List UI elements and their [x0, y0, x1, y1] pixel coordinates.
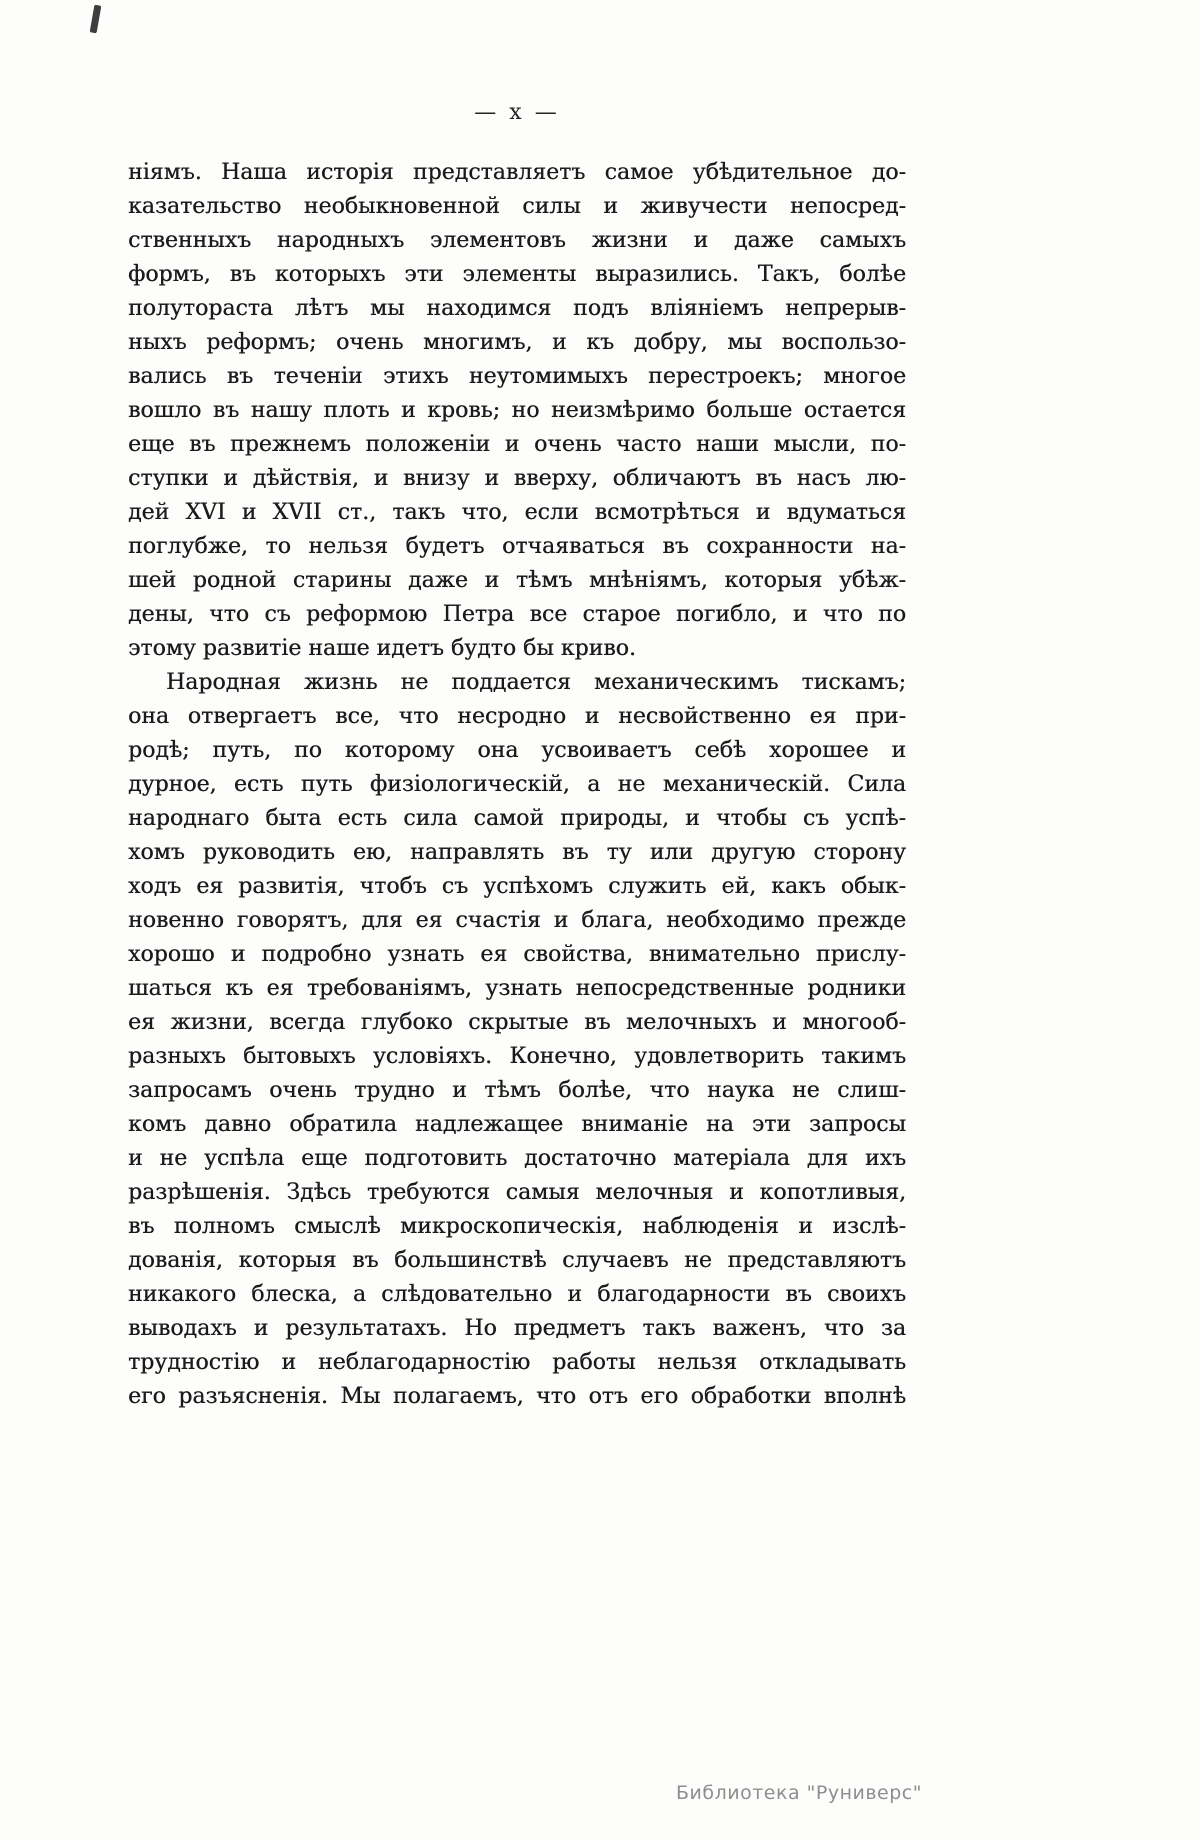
- text-line: дей XVI и XVII ст., такъ что, если всмотрѣться и вдуматься: [128, 500, 906, 525]
- text-line: его разъясненія. Мы полагаемъ, что отъ его обработки вполнѣ: [128, 1384, 906, 1409]
- paragraph: [128, 156, 906, 666]
- text-line: и не успѣла еще подготовить достаточно матеріала для ихъ: [128, 1146, 906, 1171]
- text-line: полутораста лѣтъ мы находимся подъ вліяніемъ непрерыв-: [128, 296, 906, 321]
- text-line: шей родной старины даже и тѣмъ мнѣніямъ, которыя убѣж-: [128, 568, 906, 593]
- text-line: ступки и дѣйствія, и внизу и вверху, обличаютъ въ насъ лю-: [128, 466, 906, 491]
- text-line: ныхъ реформъ; очень многимъ, и къ добру, мы воспользо-: [128, 330, 906, 355]
- text-line: она отвергаетъ все, что несродно и несвойственно ея при-: [128, 704, 906, 729]
- text-line: вошло въ нашу плоть и кровь; но неизмѣримо больше остается: [128, 398, 906, 423]
- document-text: [128, 156, 906, 1414]
- text-line: казательство необыкновенной силы и живучести непосред-: [128, 194, 906, 219]
- text-line: Народная жизнь не поддается механическимъ тискамъ;: [166, 670, 906, 695]
- paragraph: [128, 666, 906, 1414]
- text-line: формъ, въ которыхъ эти элементы выразились. Такъ, болѣе: [128, 262, 906, 287]
- text-line: вались въ теченіи этихъ неутомимыхъ перестроекъ; многое: [128, 364, 906, 389]
- text-line: ніямъ. Наша исторія представляетъ самое убѣдительное до-: [128, 160, 906, 185]
- text-line: новенно говорятъ, для ея счастія и блага, необходимо прежде: [128, 908, 906, 933]
- text-line: разныхъ бытовыхъ условіяхъ. Конечно, удовлетворить такимъ: [128, 1044, 906, 1069]
- text-line: ственныхъ народныхъ элементовъ жизни и даже самыхъ: [128, 228, 906, 253]
- text-line: еще въ прежнемъ положеніи и очень часто наши мысли, по-: [128, 432, 906, 457]
- text-line: разрѣшенія. Здѣсь требуются самыя мелочныя и копотливыя,: [128, 1180, 906, 1205]
- text-line: дованія, которыя въ большинствѣ случаевъ не представляютъ: [128, 1248, 906, 1273]
- text-line: хомъ руководить ею, направлять въ ту или другую сторону: [128, 840, 906, 865]
- text-line: шаться къ ея требованіямъ, узнать непосредственные родники: [128, 976, 906, 1001]
- text-line: ея жизни, всегда глубоко скрытые въ мелочныхъ и многооб-: [128, 1010, 906, 1035]
- text-line: родѣ; путь, по которому она усвоиваетъ себѣ хорошее и: [128, 738, 906, 763]
- scan-artifact-mark: [90, 5, 102, 34]
- text-line: комъ давно обратила надлежащее вниманіе на эти запросы: [128, 1112, 906, 1137]
- text-line: въ полномъ смыслѣ микроскопическія, наблюденія и изслѣ-: [128, 1214, 906, 1239]
- text-line: этому развитіе наше идетъ будто бы криво.: [128, 636, 636, 661]
- page-number: — x —: [474, 100, 560, 125]
- text-line: дурное, есть путь физіологическій, а не механическій. Сила: [128, 772, 906, 797]
- text-line: дены, что съ реформою Петра все старое погибло, и что по: [128, 602, 906, 627]
- text-line: ходъ ея развитія, чтобъ съ успѣхомъ служить ей, какъ обык-: [128, 874, 906, 899]
- text-line: запросамъ очень трудно и тѣмъ болѣе, что наука не слиш-: [128, 1078, 906, 1103]
- text-line: народнаго быта есть сила самой природы, и чтобы съ успѣ-: [128, 806, 906, 831]
- text-line: выводахъ и результатахъ. Но предметъ такъ важенъ, что за: [128, 1316, 906, 1341]
- text-line: трудностію и неблагодарностію работы нельзя откладывать: [128, 1350, 906, 1375]
- text-line: поглубже, то нельзя будетъ отчаяваться въ сохранности на-: [128, 534, 906, 559]
- text-line: никакого блеска, а слѣдовательно и благодарности въ своихъ: [128, 1282, 906, 1307]
- library-watermark: Библиотека "Руниверс": [676, 1782, 922, 1804]
- text-line: хорошо и подробно узнать ея свойства, внимательно прислу-: [128, 942, 906, 967]
